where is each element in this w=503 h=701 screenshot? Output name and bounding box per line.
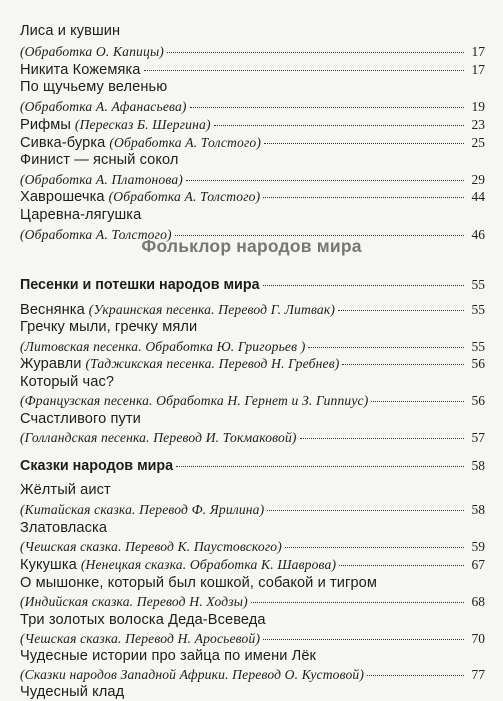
toc-section-title: Песенки и потешки народов мира 55 <box>20 277 485 293</box>
toc-entry-subtitle: (Чешская сказка. Перевод К. Паустовского) 59 <box>20 539 485 554</box>
toc-entry-subtitle: (Сказки народов Западной Африки. Перевод О. Кустовой) 77 <box>20 667 485 682</box>
toc-entry-subtitle: (Китайская сказка. Перевод Ф. Ярилина) 58 <box>20 502 485 517</box>
toc-entry-subtitle: (Обработка О. Капицы) 17 <box>20 44 485 59</box>
toc-entry-title: Три золотых волоска Деда-Всеведа <box>20 612 266 628</box>
toc-entry-title: По щучьему веленью <box>20 79 168 95</box>
toc-entry-subtitle: (Голландская песенка. Перевод И. Токмаковой) 57 <box>20 430 485 445</box>
toc-entry: Хаврошечка (Обработка А. Толстого) 44 <box>20 189 485 205</box>
toc-entry: Рифмы (Пересказ Б. Шергина) 23 <box>20 117 485 133</box>
toc-entry: Веснянка (Украинская песенка. Перевод Г. Литвак) 55 <box>20 302 485 318</box>
toc-entry: Кукушка (Ненецкая сказка. Обработка К. Шаврова) 67 <box>20 557 485 573</box>
toc-entry-title: Финист — ясный сокол <box>20 152 179 168</box>
dot-leader <box>338 310 464 311</box>
toc-section-title: Сказки народов мира 58 <box>20 458 485 474</box>
toc-entry-title: Царевна-лягушка <box>20 207 142 223</box>
dot-leader <box>342 364 464 365</box>
dot-leader <box>263 197 464 198</box>
dot-leader <box>267 510 464 511</box>
toc-entry-subtitle: (Обработка А. Толстого) 46 <box>20 227 485 242</box>
dot-leader <box>186 180 464 181</box>
dot-leader <box>339 565 464 566</box>
toc-entry-title: Жёлтый аист <box>20 482 111 498</box>
dot-leader <box>144 70 464 71</box>
dot-leader <box>251 602 464 603</box>
toc-entry-title: О мышонке, который был кошкой, собакой и тигром <box>20 575 378 591</box>
dot-leader <box>176 466 464 467</box>
toc-entry-title: Лиса и кувшин <box>20 23 121 39</box>
dot-leader <box>308 347 464 348</box>
dot-leader <box>300 438 464 439</box>
toc-entry-subtitle: (Французская песенка. Обработка Н. Гернет и З. Гиппиус) 56 <box>20 393 485 408</box>
dot-leader <box>285 547 464 548</box>
dot-leader <box>371 401 464 402</box>
dot-leader <box>263 639 464 640</box>
toc-entry-subtitle: (Индийская сказка. Перевод Н. Ходзы) 68 <box>20 594 485 609</box>
dot-leader <box>263 285 464 286</box>
toc-entry-subtitle: (Обработка А. Афанасьева) 19 <box>20 99 485 114</box>
toc-entry: Сивка-бурка (Обработка А. Толстого) 25 <box>20 135 485 151</box>
toc-entry-title: Чудесный клад <box>20 684 125 700</box>
toc-entry-title: Чудесные истории про зайца по имени Лёк <box>20 648 317 664</box>
toc-entry-title: Гречку мыли, гречку мяли <box>20 319 198 335</box>
dot-leader <box>167 52 464 53</box>
toc-entry-title: Златовласка <box>20 520 108 536</box>
dot-leader <box>367 675 464 676</box>
dot-leader <box>190 107 464 108</box>
toc-entry-subtitle: (Обработка А. Платонова) 29 <box>20 172 485 187</box>
dot-leader <box>214 125 464 126</box>
toc-entry: Никита Кожемяка 17 <box>20 62 485 78</box>
section-heading: Фольклор народов мира <box>141 236 362 256</box>
toc-entry: Журавли (Таджикская песенка. Перевод Н. Гребнев) 56 <box>20 356 485 372</box>
toc-entry-subtitle: (Литовская песенка. Обработка Ю. Григорьев ) 55 <box>20 339 485 354</box>
toc-entry-title: Который час? <box>20 374 115 390</box>
dot-leader <box>264 143 464 144</box>
toc-entry-subtitle: (Чешская сказка. Перевод Н. Аросьевой) 70 <box>20 631 485 646</box>
toc-entry-title: Счастливого пути <box>20 411 141 427</box>
